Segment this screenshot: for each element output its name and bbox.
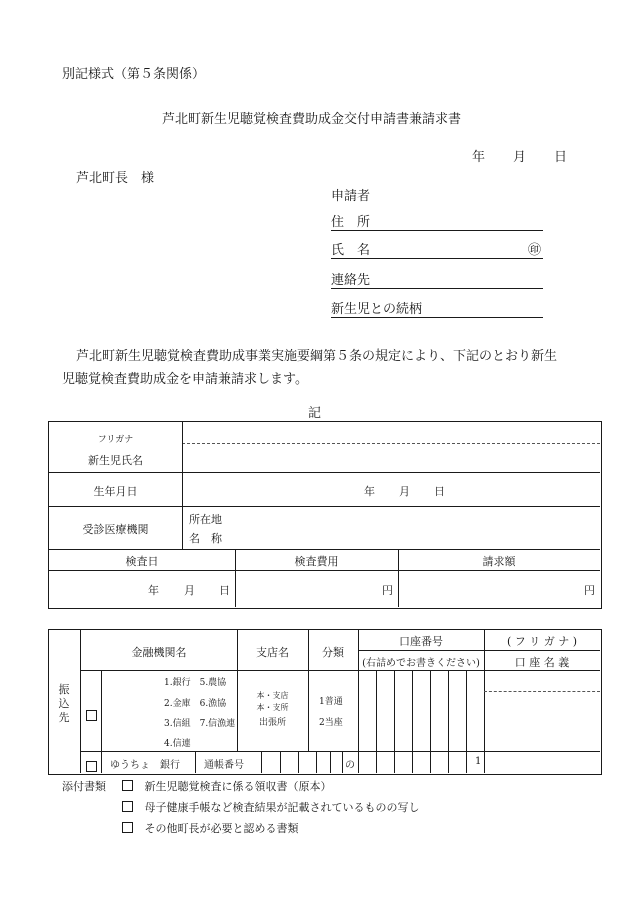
name-label: 氏 名 (331, 243, 371, 258)
bank-type-1: 1.銀行 5.農協 (164, 678, 227, 688)
exam-month: 月 (184, 584, 195, 597)
applicant-heading: 申請者 (331, 189, 371, 204)
one-label: 1 (475, 756, 482, 767)
attachment-text-1: 新生児聴覚検査に係る領収書（原本） (144, 780, 332, 793)
bank-type-2: 2.金庫 6.漁協 (164, 699, 227, 709)
branch-name-header: 支店名 (256, 646, 289, 659)
contact-label: 連絡先 (331, 273, 371, 288)
holder-furigana-header: ( フ リ ガ ナ ) (506, 635, 578, 648)
attachment-text-3: その他町長が必要と認める書類 (144, 822, 299, 835)
transfer-label: 振 込 先 (58, 683, 70, 724)
branch-type-1: 本・支店 (256, 691, 289, 700)
relation-field[interactable] (331, 298, 543, 318)
birthdate-label: 生年月日 (93, 485, 138, 498)
exam-fee-label: 検査費用 (294, 555, 339, 568)
exam-day: 日 (219, 584, 230, 597)
exam-fee-yen: 円 (382, 584, 393, 597)
clinic-name-label: 名 称 (189, 532, 222, 545)
relation-label: 新生児との続柄 (331, 302, 423, 317)
clinic-address-label: 所在地 (189, 513, 222, 526)
bank-name-header: 金融機関名 (131, 646, 187, 659)
yucho-checkbox[interactable] (86, 757, 97, 776)
claim-amount-yen: 円 (584, 584, 595, 597)
no-label: の (345, 760, 355, 771)
name-field[interactable] (331, 239, 543, 259)
bank-type-3: 3.信組 7.信漁連 (164, 719, 236, 729)
furigana-label: フリガナ (97, 435, 134, 445)
category-header: 分類 (322, 646, 344, 659)
exam-year: 年 (148, 584, 159, 597)
addressee: 芦北町長 様 (76, 171, 155, 186)
branch-type-3: 出張所 (258, 718, 286, 728)
account-number-header: 口座番号 (399, 635, 443, 648)
branch-type-2: 本・支所 (256, 703, 289, 712)
bank-checkbox[interactable] (86, 706, 97, 725)
birth-day: 日 (434, 485, 445, 498)
seal-icon: ㊞ (527, 243, 541, 258)
attachment-item-1[interactable] (122, 778, 332, 794)
account-number-note: (右詰めでお書きください) (362, 658, 480, 669)
attachment-text-2: 母子健康手帳など検査結果が記載されているものの写し (144, 801, 420, 814)
date-month: 月 (513, 150, 527, 165)
exam-date-label: 検査日 (125, 555, 159, 568)
date-day: 日 (554, 150, 568, 165)
account-type-1: 1普通 (319, 697, 343, 707)
account-type-2: 2当座 (319, 718, 343, 728)
body-text-2: 児聴覚検査費助成金を申請兼請求します。 (62, 372, 308, 387)
address-label: 住 所 (331, 215, 371, 230)
birth-month: 月 (399, 485, 410, 498)
attachments-label: 添付書類 (62, 780, 106, 793)
contact-field[interactable] (331, 269, 543, 289)
newborn-name-label: 新生児氏名 (88, 454, 143, 467)
clinic-label: 受診医療機関 (82, 523, 149, 536)
address-field[interactable] (331, 211, 543, 231)
date-year: 年 (472, 150, 486, 165)
account-holder-header: 口 座 名 義 (514, 656, 570, 669)
form-label: 別記様式（第５条関係） (62, 67, 206, 82)
attachment-item-2[interactable] (122, 799, 420, 815)
yucho-bank-label: ゆうちょ 銀行 (110, 760, 180, 771)
form-title: 芦北町新生児聴覚検査費助成金交付申請書兼請求書 (162, 112, 462, 127)
newborn-info-table (48, 421, 602, 609)
body-text-1: 芦北町新生児聴覚検査費助成事業実施要綱第５条の規定により、下記のとおり新生 (76, 349, 558, 364)
ki-label: 記 (308, 406, 322, 421)
passbook-number-label: 通帳番号 (204, 760, 244, 771)
claim-amount-label: 請求額 (482, 555, 516, 568)
birth-year: 年 (364, 485, 375, 498)
attachment-item-3[interactable] (122, 820, 299, 836)
bank-type-4: 4.信連 (164, 739, 191, 749)
